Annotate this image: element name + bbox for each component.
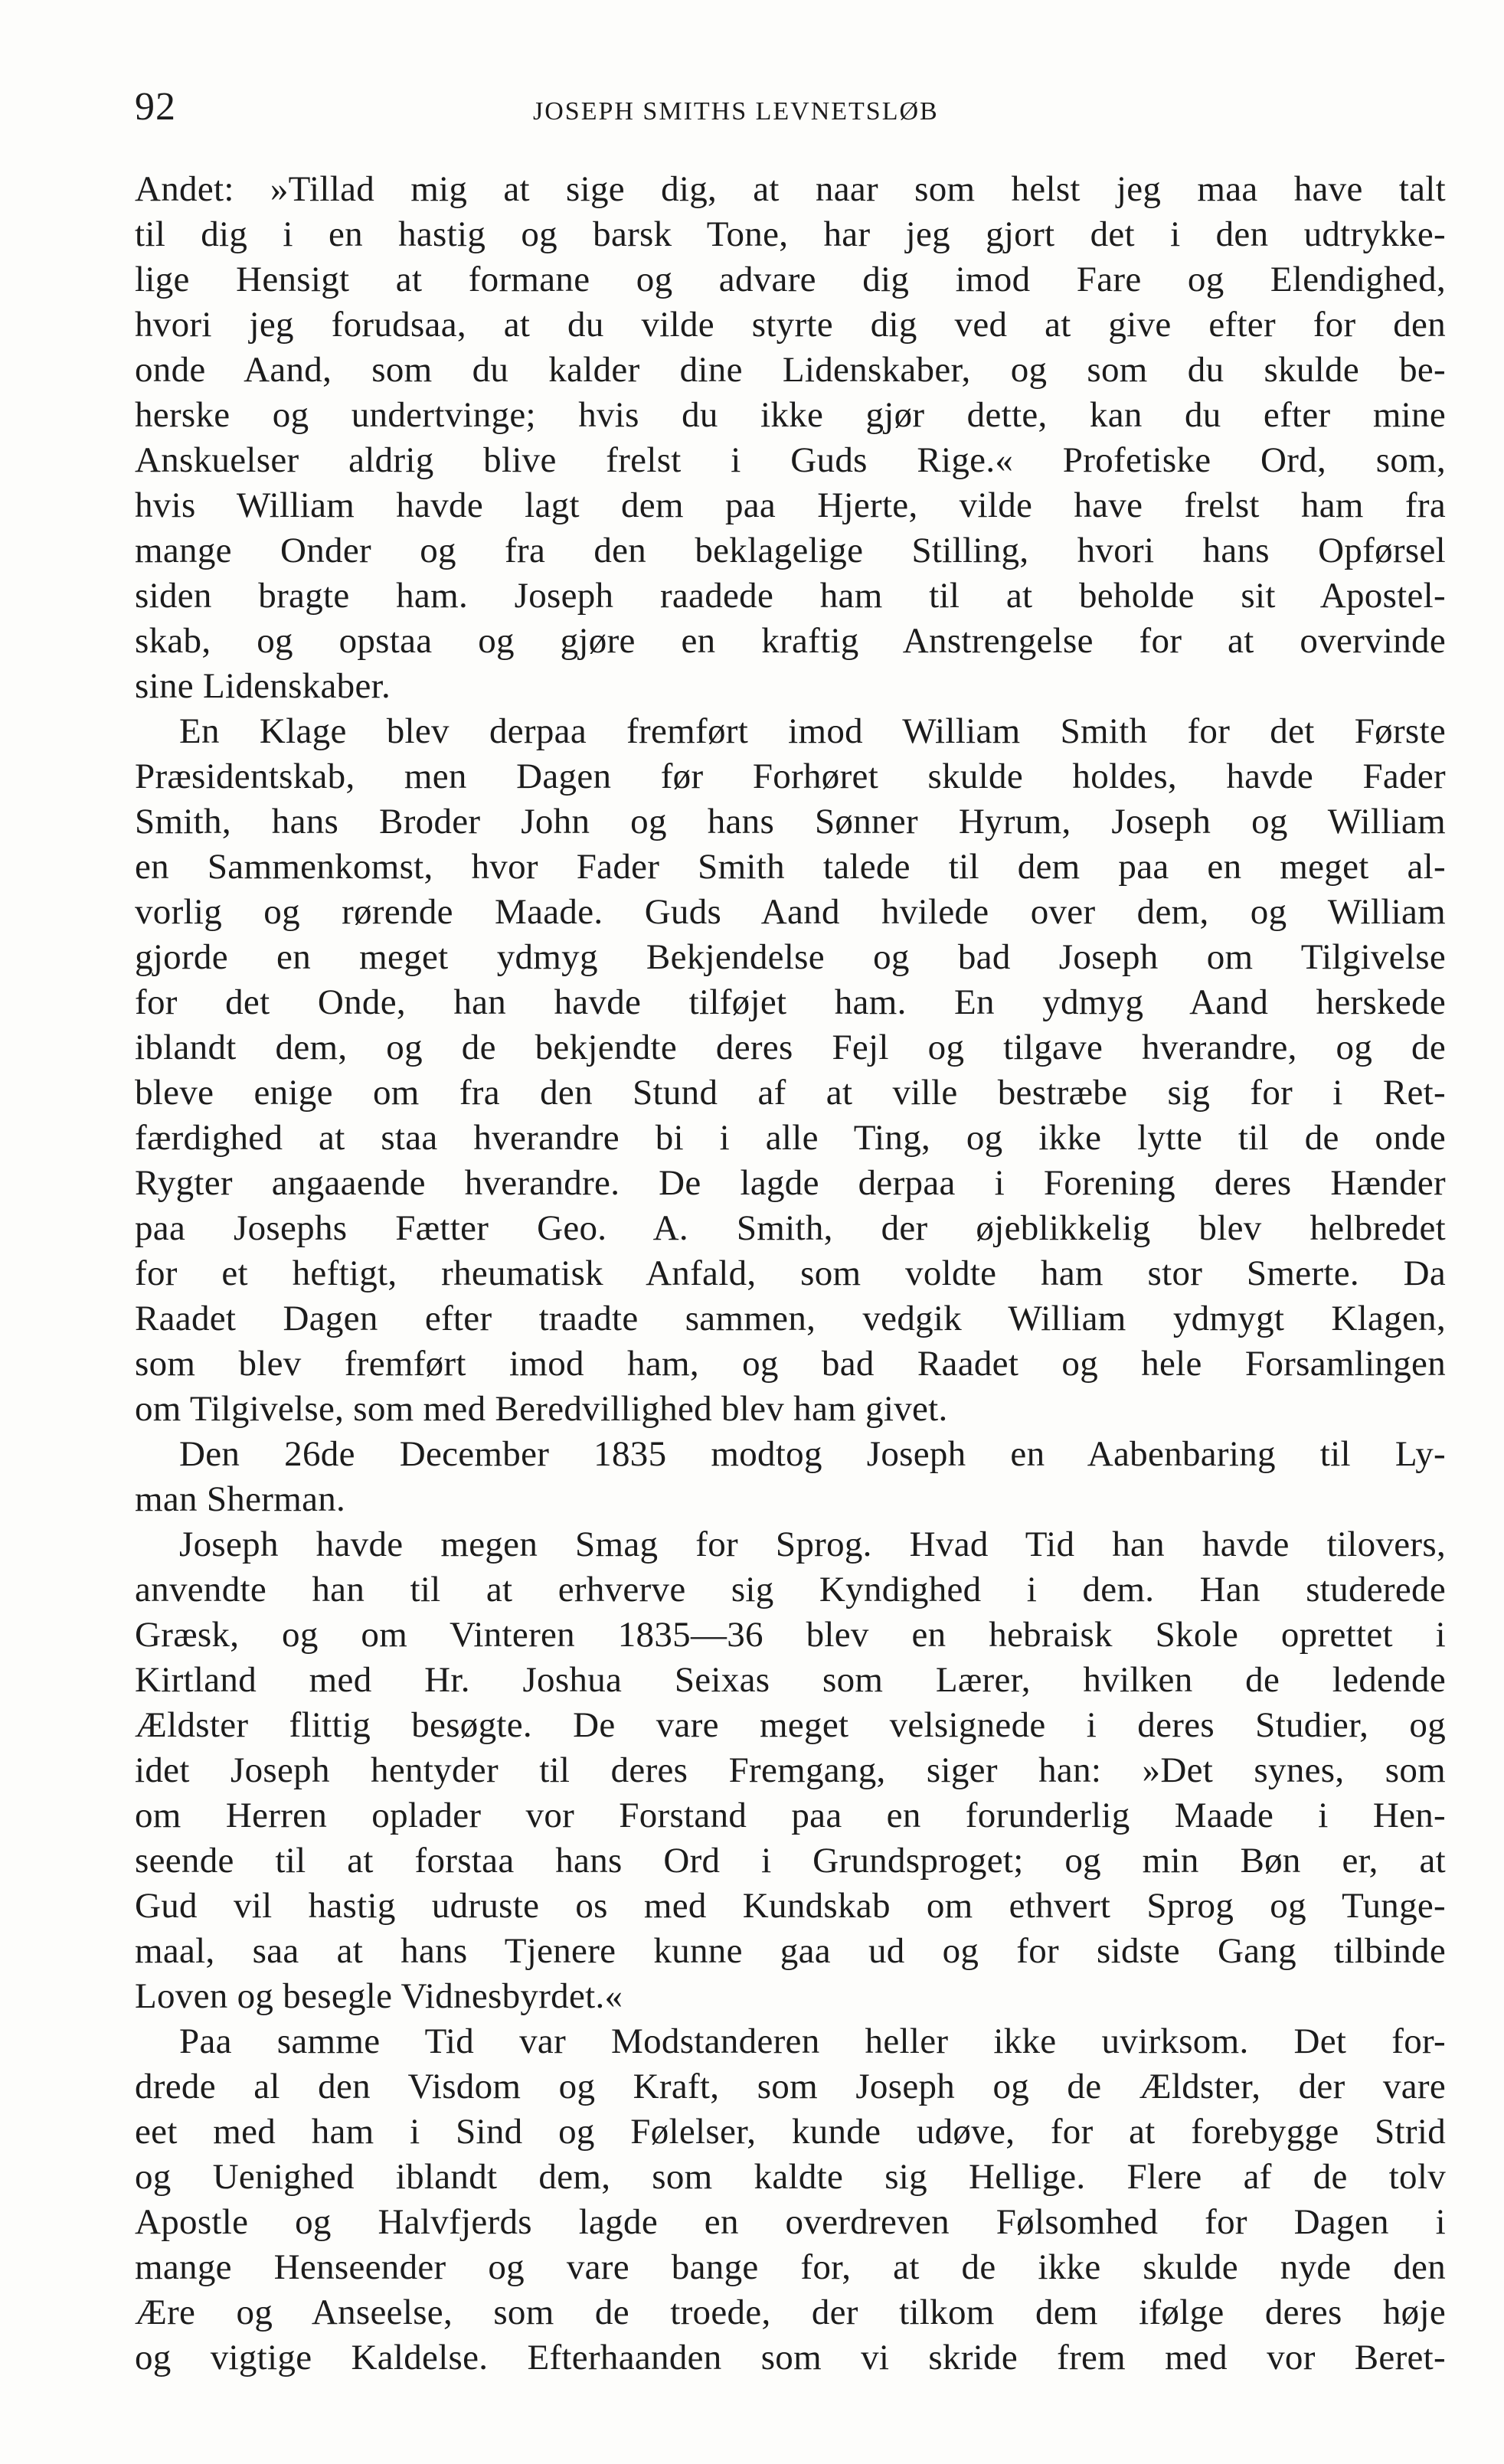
text-line: drede al den Visdom og Kraft, som Joseph og de Ældster, der vare [135, 2067, 1446, 2106]
text-line: maal, saa at hans Tjenere kunne gaa ud og for sidste Gang tilbinde [135, 1931, 1446, 1971]
text-line: og vigtige Kaldelse. Efterhaanden som vi skride frem med vor Beret- [135, 2338, 1446, 2377]
text-line: hvis William havde lagt dem paa Hjerte, vilde have frelst ham fra [135, 485, 1446, 525]
text-line: og Uenighed iblandt dem, som kaldte sig Hellige. Flere af de tolv [135, 2157, 1446, 2197]
text-line: siden bragte ham. Joseph raadede ham til at beholde sit Apostel- [135, 576, 1446, 616]
text-line: En Klage blev derpaa fremført imod William Smith for det Første [179, 711, 1446, 751]
text-line: Apostle og Halvfjerds lagde en overdreven Følsomhed for Dagen i [135, 2202, 1446, 2242]
text-line: hvori jeg forudsaa, at du vilde styrte dig ved at give efter for den [135, 305, 1446, 345]
text-line: Den 26de December 1835 modtog Joseph en Aabenbaring til Ly- [179, 1434, 1446, 1474]
running-title: JOSEPH SMITHS LEVNETSLØB [533, 97, 939, 126]
text-line: anvendte han til at erhverve sig Kyndighed i dem. Han studerede [135, 1570, 1446, 1609]
text-line: mange Onder og fra den beklagelige Stilling, hvori hans Opførsel [135, 531, 1446, 570]
text-line: Raadet Dagen efter traadte sammen, vedgik William ydmygt Klagen, [135, 1299, 1446, 1338]
text-line: herske og undertvinge; hvis du ikke gjør dette, kan du efter mine [135, 395, 1446, 435]
text-line: om Tilgivelse, som med Beredvillighed blev ham givet. [135, 1389, 948, 1429]
text-line: paa Josephs Fætter Geo. A. Smith, der øjeblikkelig blev helbredet [135, 1208, 1446, 1248]
text-line: Ære og Anseelse, som de troede, der tilkom dem ifølge deres høje [135, 2292, 1446, 2332]
text-line: onde Aand, som du kalder dine Lidenskaber, og som du skulde be- [135, 350, 1446, 390]
text-line: Joseph havde megen Smag for Sprog. Hvad Tid han havde tilovers, [179, 1524, 1446, 1564]
text-line: mange Henseender og vare bange for, at de ikke skulde nyde den [135, 2247, 1446, 2287]
text-line: idet Joseph hentyder til deres Fremgang, siger han: »Det synes, som [135, 1750, 1446, 1790]
text-line: iblandt dem, og de bekjendte deres Fejl og tilgave hverandre, og de [135, 1028, 1446, 1067]
text-line: Kirtland med Hr. Joshua Seixas som Lærer, hvilken de ledende [135, 1660, 1446, 1700]
text-line: en Sammenkomst, hvor Fader Smith talede til dem paa en meget al- [135, 847, 1446, 887]
text-line: Paa samme Tid var Modstanderen heller ikke uvirksom. Det for- [179, 2021, 1446, 2061]
text-line: Loven og besegle Vidnesbyrdet.« [135, 1976, 623, 2016]
text-line: man Sherman. [135, 1479, 346, 1519]
text-line: Smith, hans Broder John og hans Sønner Hyrum, Joseph og William [135, 802, 1446, 841]
text-line: lige Hensigt at formane og advare dig imod Fare og Elendighed, [135, 260, 1446, 299]
text-line: eet med ham i Sind og Følelser, kunde udøve, for at forebygge Strid [135, 2112, 1446, 2152]
text-line: bleve enige om fra den Stund af at ville bestræbe sig for i Ret- [135, 1073, 1446, 1113]
text-line: Anskuelser aldrig blive frelst i Guds Rige.« Profetiske Ord, som, [135, 440, 1446, 480]
text-line: gjorde en meget ydmyg Bekjendelse og bad Joseph om Tilgivelse [135, 937, 1446, 977]
text-line: for det Onde, han havde tilføjet ham. En ydmyg Aand herskede [135, 982, 1446, 1022]
body-text [135, 167, 1446, 2381]
text-line: seende til at forstaa hans Ord i Grundsproget; og min Bøn er, at [135, 1841, 1446, 1881]
text-line: Rygter angaaende hverandre. De lagde derpaa i Forening deres Hænder [135, 1163, 1446, 1203]
text-line: vorlig og rørende Maade. Guds Aand hvilede over dem, og William [135, 892, 1446, 932]
text-line: sine Lidenskaber. [135, 666, 391, 706]
page-header [135, 77, 1446, 138]
text-line: Gud vil hastig udruste os med Kundskab om ethvert Sprog og Tunge- [135, 1886, 1446, 1926]
text-line: Græsk, og om Vinteren 1835—36 blev en hebraisk Skole oprettet i [135, 1615, 1446, 1655]
text-line: færdighed at staa hverandre bi i alle Ting, og ikke lytte til de onde [135, 1118, 1446, 1158]
text-line: Andet: »Tillad mig at sige dig, at naar som helst jeg maa have talt [135, 169, 1446, 209]
book-page [135, 0, 1446, 2464]
page-number: 92 [135, 85, 176, 129]
text-line: til dig i en hastig og barsk Tone, har jeg gjort det i den udtrykke- [135, 214, 1446, 254]
text-line: skab, og opstaa og gjøre en kraftig Anstrengelse for at overvinde [135, 621, 1446, 661]
text-line: for et heftigt, rheumatisk Anfald, som voldte ham stor Smerte. Da [135, 1253, 1446, 1293]
text-line: om Herren oplader vor Forstand paa en forunderlig Maade i Hen- [135, 1796, 1446, 1835]
text-line: Præsidentskab, men Dagen før Forhøret skulde holdes, havde Fader [135, 757, 1446, 796]
text-line: som blev fremført imod ham, og bad Raadet og hele Forsamlingen [135, 1344, 1446, 1384]
text-line: Ældster flittig besøgte. De vare meget velsignede i deres Studier, og [135, 1705, 1446, 1745]
